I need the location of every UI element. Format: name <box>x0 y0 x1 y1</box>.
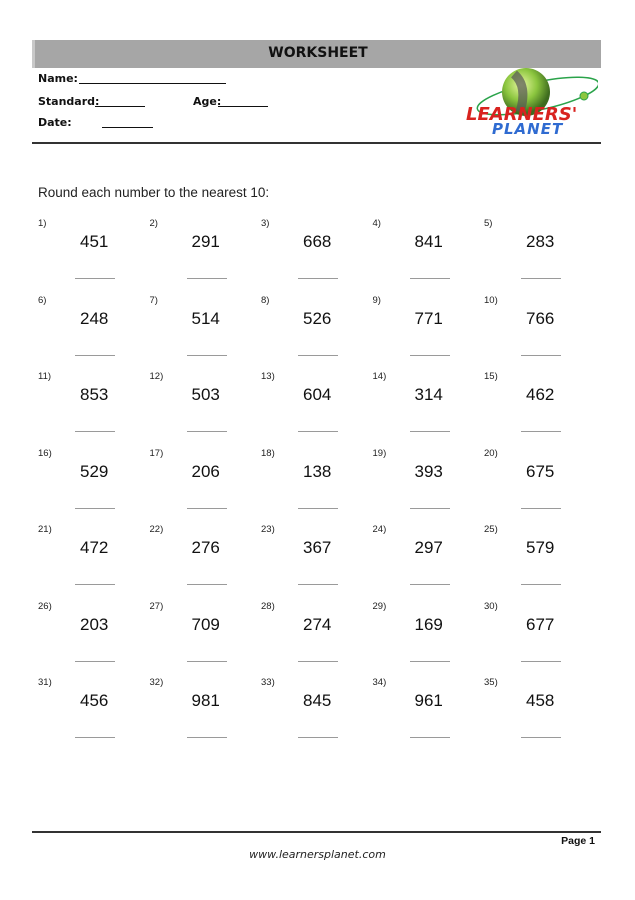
worksheet-title-bar <box>32 40 601 68</box>
problem-number: 21) <box>38 524 52 535</box>
problem-number: 12) <box>149 371 164 382</box>
problem-number: 9) <box>372 294 381 306</box>
problem-item <box>261 218 373 288</box>
problem-row <box>38 371 598 448</box>
problem-number: 20) <box>484 447 498 459</box>
problem-row <box>38 448 598 525</box>
answer-blank[interactable] <box>75 431 115 432</box>
answer-blank[interactable] <box>187 355 227 356</box>
problem-number: 1) <box>38 218 47 229</box>
problem-number: 32) <box>149 677 164 688</box>
problem-row <box>38 218 598 295</box>
problem-item <box>373 677 485 747</box>
problem-value: 291 <box>191 232 220 251</box>
problem-number: 18) <box>261 447 275 459</box>
problem-value: 276 <box>191 538 220 557</box>
problem-value: 393 <box>414 461 443 481</box>
answer-blank[interactable] <box>521 431 561 432</box>
problem-value: 248 <box>80 308 109 328</box>
problem-value: 961 <box>414 691 443 710</box>
problem-value: 604 <box>303 385 332 404</box>
answer-blank[interactable] <box>75 508 115 509</box>
problem-item <box>150 295 262 365</box>
answer-blank[interactable] <box>298 584 338 585</box>
answer-blank[interactable] <box>75 278 115 279</box>
problem-item <box>484 295 596 365</box>
problem-item <box>38 371 150 441</box>
problem-value: 845 <box>303 691 332 710</box>
answer-blank[interactable] <box>410 355 450 356</box>
problem-item <box>484 218 596 288</box>
problem-number: 17) <box>149 447 164 459</box>
date-label: Date: <box>38 116 72 129</box>
problem-number: 33) <box>261 677 275 688</box>
answer-blank[interactable] <box>298 278 338 279</box>
footer-divider <box>32 831 601 833</box>
problem-number: 19) <box>372 447 387 459</box>
problem-value: 675 <box>526 461 555 481</box>
problem-number: 28) <box>261 600 275 612</box>
instructions: Round each number to the nearest 10: <box>38 185 270 200</box>
answer-blank[interactable] <box>187 431 227 432</box>
answer-blank[interactable] <box>298 508 338 509</box>
problem-item <box>373 371 485 441</box>
problem-item <box>261 448 373 518</box>
page-number: Page 1 <box>561 835 595 847</box>
problem-item <box>38 677 150 747</box>
problem-number: 7) <box>149 294 158 306</box>
answer-blank[interactable] <box>521 584 561 585</box>
answer-blank[interactable] <box>298 737 338 738</box>
problem-item <box>38 601 150 671</box>
problem-item <box>150 448 262 518</box>
answer-blank[interactable] <box>410 431 450 432</box>
answer-blank[interactable] <box>521 661 561 662</box>
problem-grid <box>38 218 598 754</box>
problem-value: 668 <box>303 232 332 251</box>
problem-value: 981 <box>191 691 220 710</box>
problem-number: 22) <box>149 524 164 535</box>
problem-row <box>38 295 598 372</box>
problem-item <box>261 677 373 747</box>
problem-item <box>484 448 596 518</box>
problem-value: 514 <box>191 308 220 328</box>
problem-number: 25) <box>484 524 498 535</box>
problem-item <box>150 524 262 594</box>
problem-number: 14) <box>372 371 387 382</box>
answer-blank[interactable] <box>521 737 561 738</box>
problem-number: 5) <box>484 218 493 229</box>
problem-number: 15) <box>484 371 498 382</box>
problem-value: 841 <box>414 232 443 251</box>
problem-item <box>38 448 150 518</box>
header-divider <box>32 142 601 144</box>
problem-number: 16) <box>38 447 52 459</box>
problem-item <box>484 371 596 441</box>
problem-item <box>484 601 596 671</box>
answer-blank[interactable] <box>187 278 227 279</box>
problem-number: 34) <box>372 677 387 688</box>
problem-item <box>373 601 485 671</box>
problem-value: 169 <box>414 614 443 634</box>
problem-value: 206 <box>191 461 220 481</box>
problem-value: 472 <box>80 538 109 557</box>
standard-label: Standard: <box>38 95 100 108</box>
name-label: Name: <box>38 72 78 85</box>
answer-blank[interactable] <box>187 661 227 662</box>
problem-item <box>484 677 596 747</box>
answer-blank[interactable] <box>410 737 450 738</box>
problem-number: 6) <box>38 294 47 306</box>
answer-blank[interactable] <box>298 355 338 356</box>
problem-value: 458 <box>526 691 555 710</box>
problem-value: 456 <box>80 691 109 710</box>
problem-number: 3) <box>261 218 270 229</box>
problem-row <box>38 524 598 601</box>
problem-number: 2) <box>149 218 158 229</box>
problem-row <box>38 677 598 754</box>
problem-number: 11) <box>38 371 52 382</box>
problem-number: 24) <box>372 524 387 535</box>
problem-number: 23) <box>261 524 275 535</box>
problem-item <box>150 601 262 671</box>
problem-item <box>38 218 150 288</box>
answer-blank[interactable] <box>521 508 561 509</box>
problem-value: 367 <box>303 538 332 557</box>
problem-value: 579 <box>526 538 555 557</box>
problem-value: 526 <box>303 308 332 328</box>
problem-item <box>261 371 373 441</box>
problem-number: 30) <box>484 600 498 612</box>
website-link[interactable]: www.learnersplanet.com <box>249 848 386 861</box>
problem-item <box>373 524 485 594</box>
problem-item <box>261 524 373 594</box>
problem-value: 766 <box>526 308 555 328</box>
problem-item <box>150 218 262 288</box>
standard-blank[interactable] <box>95 106 145 107</box>
problem-value: 203 <box>80 614 109 634</box>
answer-blank[interactable] <box>75 737 115 738</box>
answer-blank[interactable] <box>298 661 338 662</box>
problem-number: 8) <box>261 294 270 306</box>
answer-blank[interactable] <box>410 584 450 585</box>
answer-blank[interactable] <box>187 584 227 585</box>
problem-item <box>373 218 485 288</box>
answer-blank[interactable] <box>75 355 115 356</box>
problem-value: 283 <box>526 232 555 251</box>
problem-number: 27) <box>149 600 164 612</box>
age-label: Age: <box>193 95 222 108</box>
answer-blank[interactable] <box>187 508 227 509</box>
problem-value: 274 <box>303 614 332 634</box>
problem-value: 709 <box>191 614 220 634</box>
problem-value: 853 <box>80 385 109 404</box>
logo-text-planet: PLANET <box>492 120 564 138</box>
answer-blank[interactable] <box>75 661 115 662</box>
problem-item <box>150 371 262 441</box>
problem-item <box>150 677 262 747</box>
problem-item <box>484 524 596 594</box>
answer-blank[interactable] <box>410 508 450 509</box>
answer-blank[interactable] <box>75 584 115 585</box>
problem-value: 451 <box>80 232 109 251</box>
answer-blank[interactable] <box>521 355 561 356</box>
problem-number: 4) <box>372 218 381 229</box>
problem-value: 462 <box>526 385 555 404</box>
date-blank[interactable] <box>102 127 153 128</box>
problem-value: 677 <box>526 614 555 634</box>
problem-number: 31) <box>38 677 52 688</box>
answer-blank[interactable] <box>410 661 450 662</box>
problem-number: 35) <box>484 677 498 688</box>
problem-value: 503 <box>191 385 220 404</box>
problem-item <box>373 295 485 365</box>
problem-value: 529 <box>80 461 109 481</box>
age-blank[interactable] <box>218 106 268 107</box>
problem-row <box>38 601 598 678</box>
problem-value: 771 <box>414 308 443 328</box>
name-blank[interactable] <box>79 83 226 84</box>
problem-value: 297 <box>414 538 443 557</box>
answer-blank[interactable] <box>410 278 450 279</box>
logo-text-learners: LEARNERS' <box>466 104 578 125</box>
problem-number: 26) <box>38 600 52 612</box>
problem-number: 29) <box>372 600 387 612</box>
problem-value: 314 <box>414 385 443 404</box>
learners-planet-logo <box>458 66 598 140</box>
problem-value: 138 <box>303 461 332 481</box>
answer-blank[interactable] <box>187 737 227 738</box>
problem-item <box>38 295 150 365</box>
problem-item <box>261 295 373 365</box>
worksheet-title: WORKSHEET <box>268 45 368 61</box>
problem-item <box>373 448 485 518</box>
answer-blank[interactable] <box>521 278 561 279</box>
problem-item <box>38 524 150 594</box>
problem-number: 10) <box>484 294 498 306</box>
problem-item <box>261 601 373 671</box>
problem-number: 13) <box>261 371 275 382</box>
answer-blank[interactable] <box>298 431 338 432</box>
